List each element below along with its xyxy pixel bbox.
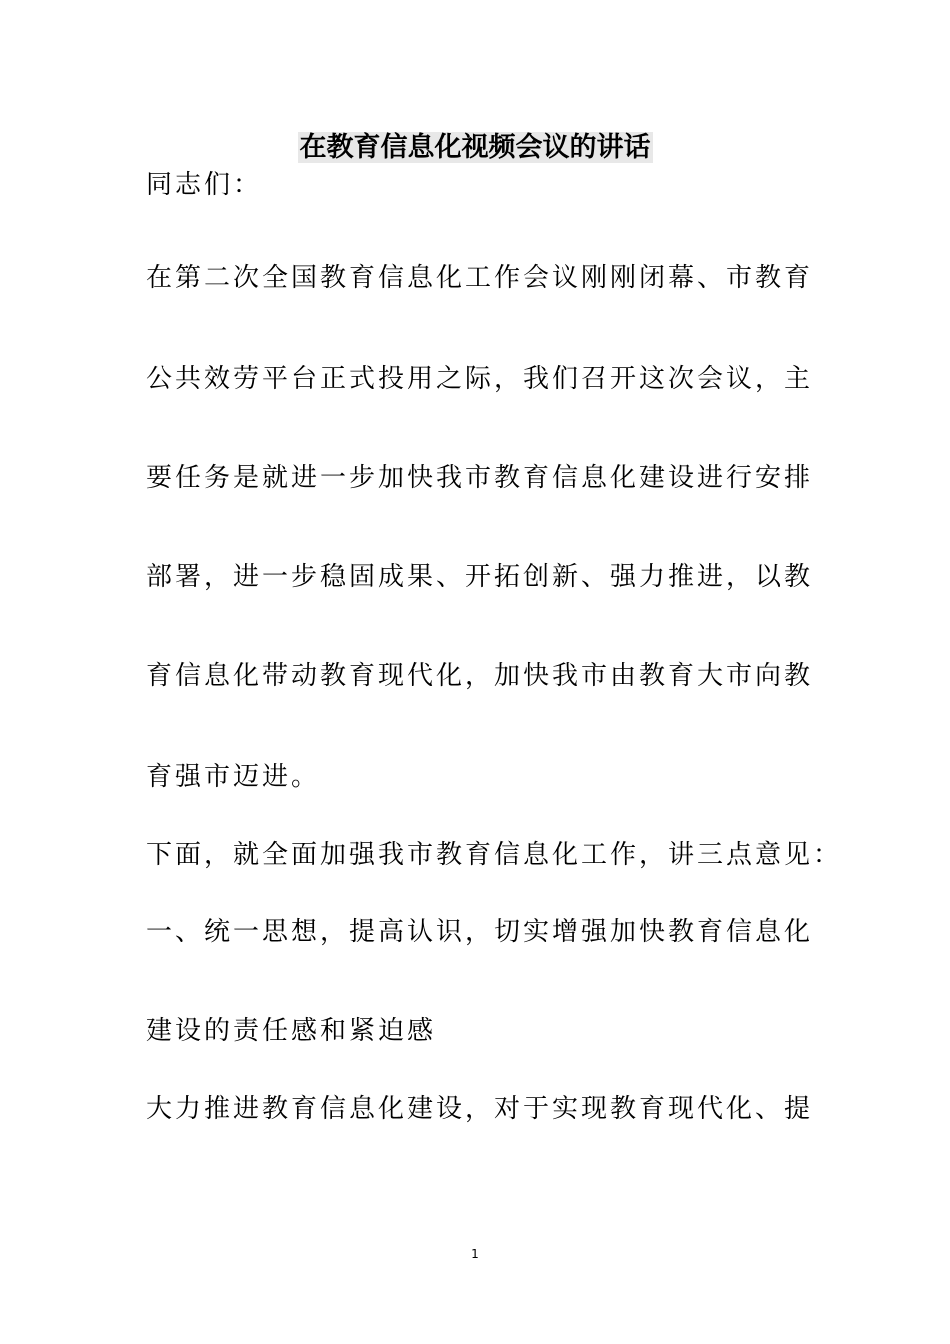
document-title [0,128,950,168]
body-line: 要任务是就进一步加快我市教育信息化建设进行安排 [146,463,814,493]
body-line: 公共效劳平台正式投用之际，我们召开这次会议，主 [146,364,814,394]
body-line: 育强市迈进。 [146,762,321,792]
page-number: 1 [471,1247,479,1261]
body-line: 育信息化带动教育现代化，加快我市由教育大市向教 [146,661,814,691]
document-title-text: 在教育信息化视频会议的讲话 [299,132,651,163]
section-heading-line: 建设的责任感和紧迫感 [146,1016,437,1046]
body-line: 下面，就全面加强我市教育信息化工作，讲三点意见： [146,840,843,870]
section-heading-line: 一、统一思想，提高认识，切实增强加快教育信息化 [146,917,814,947]
body-line: 大力推进教育信息化建设，对于实现教育现代化、提 [146,1094,814,1124]
body-line: 部署，进一步稳固成果、开拓创新、强力推进，以教 [146,562,814,592]
body-line: 在第二次全国教育信息化工作会议刚刚闭幕、市教育 [146,263,814,293]
salutation: 同志们： [146,170,263,200]
